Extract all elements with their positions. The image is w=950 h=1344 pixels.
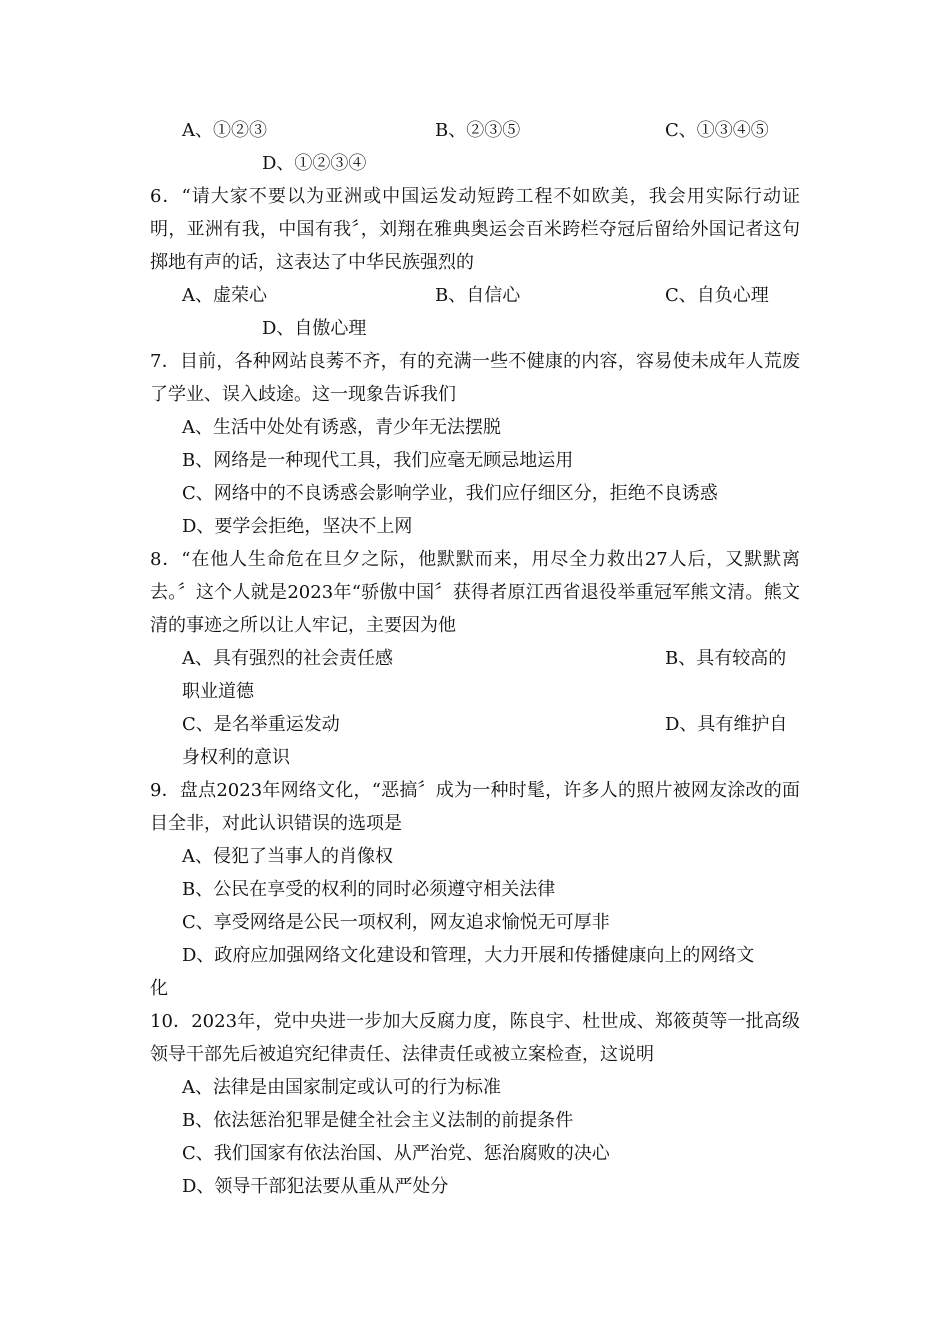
q5-option-b: B、②③⑤: [435, 120, 521, 141]
q5-option-a: A、①②③: [182, 120, 267, 141]
q8-option-d: D、具有维护自: [665, 714, 788, 735]
q8-option-b: B、具有较高的: [665, 648, 787, 669]
q8-option-c: C、是名举重运发动: [182, 714, 340, 735]
q6-option-b: B、自信心: [435, 285, 521, 306]
q10-option-b: B、依法惩治犯罪是健全社会主义法制的前提条件: [182, 1110, 574, 1131]
q10-option-a: A、法律是由国家制定或认可的行为标准: [182, 1077, 501, 1098]
q5-option-d: D、①②③④: [262, 153, 367, 174]
q8-option-d-continued: 身权利的意识: [182, 747, 290, 768]
q7-option-d: D、要学会拒绝，坚决不上网: [182, 516, 413, 537]
q7-option-c: C、网络中的不良诱惑会影响学业，我们应仔细区分，拒绝不良诱惑: [182, 483, 718, 504]
q5-option-c: C、①③④⑤: [665, 120, 769, 141]
q7-stem: 7．目前，各种网站良莠不齐，有的充满一些不健康的内容，容易使未成年人荒废了学业、误入歧途。这一现象告诉我们: [150, 351, 800, 405]
q10-stem: 10．2023年，党中央进一步加大反腐力度，陈良宇、杜世成、郑筱萸等一批高级领导干部先后被追究纪律责任、法律责任或被立案检查，这说明: [150, 1011, 800, 1065]
q9-stem: 9．盘点2023年网络文化，“恶搞〞成为一种时髦，许多人的照片被网友涂改的面目全非，对此认识错误的选项是: [150, 780, 800, 834]
q8-option-a: A、具有强烈的社会责任感: [182, 648, 393, 669]
q9-option-d-continued: 化: [150, 978, 168, 999]
q10-option-d: D、领导干部犯法要从重从严处分: [182, 1176, 449, 1197]
q9-option-b: B、公民在享受的权利的同时必须遵守相关法律: [182, 879, 556, 900]
q7-option-a: A、生活中处处有诱惑，青少年无法摆脱: [182, 417, 501, 438]
q9-option-d: D、政府应加强网络文化建设和管理，大力开展和传播健康向上的网络文: [182, 945, 755, 966]
q6-option-a: A、虚荣心: [182, 285, 267, 306]
q9-option-c: C、享受网络是公民一项权利，网友追求愉悦无可厚非: [182, 912, 610, 933]
q8-option-b-continued: 职业道德: [182, 681, 254, 702]
q7-option-b: B、网络是一种现代工具，我们应毫无顾忌地运用: [182, 450, 574, 471]
q6-option-d: D、自傲心理: [262, 318, 367, 339]
q8-stem: 8．“在他人生命危在旦夕之际，他默默而来，用尽全力救出27人后，又默默离去。〞这个人就是2023年“骄傲中国〞获得者原江西省退役举重冠军熊文清。熊文清的事迹之所以让人牢记，主要因为他: [150, 549, 800, 636]
q6-option-c: C、自负心理: [665, 285, 769, 306]
q6-stem: 6．“请大家不要以为亚洲或中国运发动短跨工程不如欧美，我会用实际行动证明，亚洲有我，中国有我〞，刘翔在雅典奥运会百米跨栏夺冠后留给外国记者这句掷地有声的话，这表达了中华民族强烈的: [150, 186, 800, 273]
q10-option-c: C、我们国家有依法治国、从严治党、惩治腐败的决心: [182, 1143, 610, 1164]
q9-option-a: A、侵犯了当事人的肖像权: [182, 846, 393, 867]
